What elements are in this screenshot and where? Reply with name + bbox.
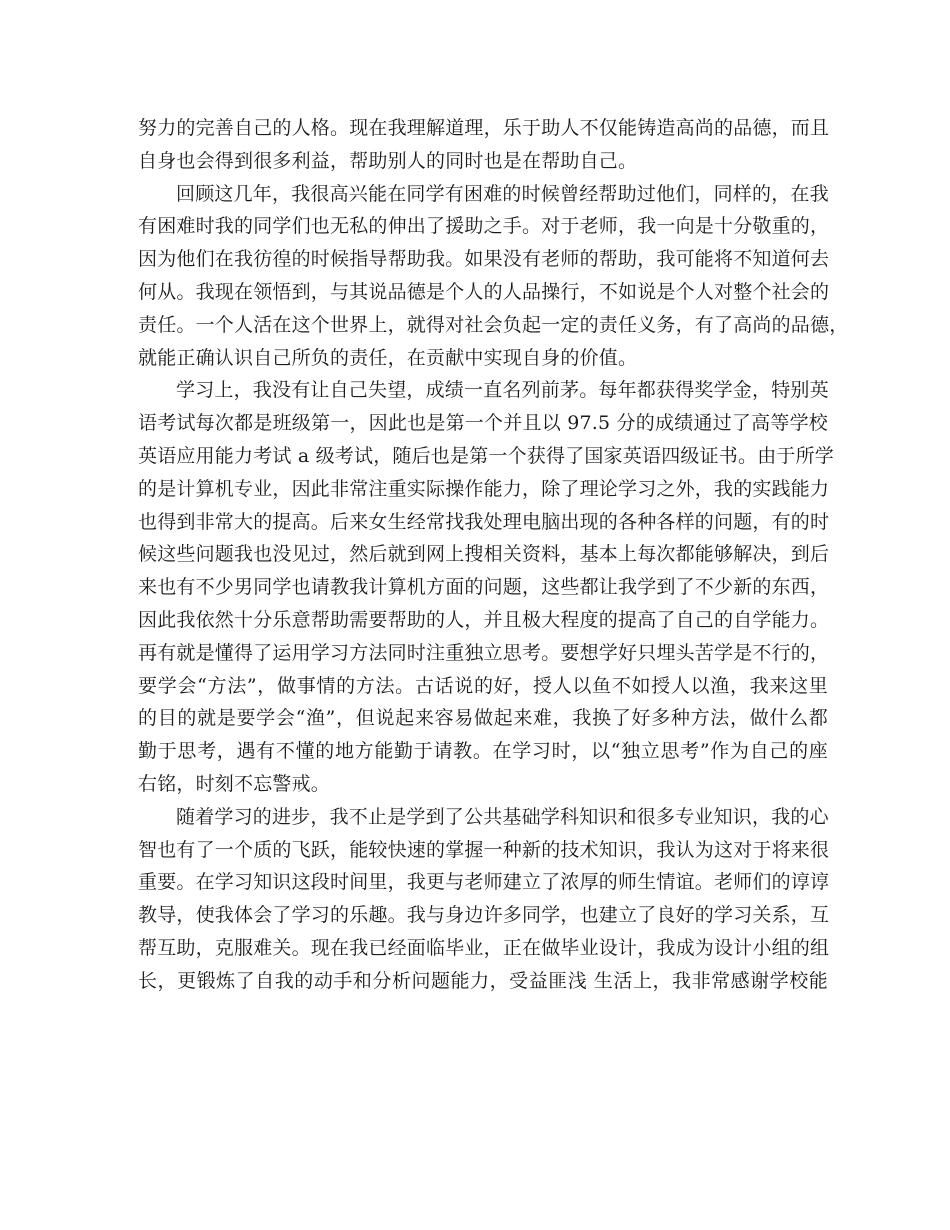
text-line: 要学会“方法”，做事情的方法。古话说的好，授人以鱼不如授人以渔，我来这里 bbox=[138, 674, 828, 697]
text-line: 重要。在学习知识这段时间里，我更与老师建立了浓厚的师生情谊。老师们的谆谆 bbox=[138, 871, 830, 894]
text-line: 语考试每次都是班级第一，因此也是第一个并且以 97.5 分的成绩通过了高等学校 bbox=[138, 412, 828, 435]
text-line: 的目的就是要学会“渔”，但说起来容易做起来难，我换了好多种方法，做什么都 bbox=[138, 707, 828, 730]
text-line: 候这些问题我也没见过，然后就到网上搜相关资料，基本上每次都能够解决，到后 bbox=[138, 543, 830, 566]
paragraph-1 bbox=[138, 112, 828, 178]
paragraph-3 bbox=[138, 374, 835, 800]
text-line: 何从。我现在领悟到，与其说品德是个人的人品操行，不如说是个人对整个社会的 bbox=[138, 280, 830, 303]
text-line: 也得到非常大的提高。后来女生经常找我处理电脑出现的各种各样的问题，有的时 bbox=[138, 510, 830, 533]
paragraph-2 bbox=[138, 178, 849, 375]
text-line: 有困难时我的同学们也无私的伸出了援助之手。对于老师，我一向是十分敬重的， bbox=[138, 215, 830, 238]
text-line: 因为他们在我彷徨的时候指导帮助我。如果没有老师的帮助，我可能将不知道何去 bbox=[138, 248, 830, 271]
text-line: 回顾这几年，我很高兴能在同学有困难的时候曾经帮助过他们，同样的，在我 bbox=[176, 182, 829, 205]
text-line: 勤于思考，遇有不懂的地方能勤于请教。在学习时，以“独立思考”作为自己的座 bbox=[138, 740, 828, 763]
text-line: 帮互助，克服难关。现在我已经面临毕业，正在做毕业设计，我成为设计小组的组 bbox=[138, 936, 830, 959]
paragraph-4 bbox=[138, 801, 828, 998]
text-line: 学习上，我没有让自己失望，成绩一直名列前茅。每年都获得奖学金，特别英 bbox=[176, 379, 829, 402]
text-line: 自身也会得到很多利益，帮助别人的同时也是在帮助自己。 bbox=[138, 149, 638, 172]
text-line: 就能正确认识自己所负的责任，在贡献中实现自身的价值。 bbox=[138, 346, 638, 369]
text-line: 努力的完善自己的人格。现在我理解道理，乐于助人不仅能铸造高尚的品德，而且 bbox=[138, 117, 830, 139]
text-line: 英语应用能力考试 a 级考试，随后也是第一个获得了国家英语四级证书。由于所学 bbox=[138, 444, 835, 467]
text-line: 因此我依然十分乐意帮助需要帮助的人，并且极大程度的提高了自己的自学能力。 bbox=[138, 608, 830, 631]
text-line: 智也有了一个质的飞跃，能较快速的掌握一种新的技术知识，我认为这对于将来很 bbox=[138, 838, 830, 861]
document-body bbox=[138, 112, 849, 998]
text-line: 责任。一个人活在这个世界上，就得对社会负起一定的责任义务，有了高尚的品德， bbox=[138, 313, 849, 336]
text-line: 随着学习的进步，我不止是学到了公共基础学科知识和很多专业知识，我的心 bbox=[176, 805, 829, 828]
text-line: 的是计算机专业，因此非常注重实际操作能力，除了理论学习之外，我的实践能力 bbox=[138, 477, 830, 500]
text-line: 再有就是懂得了运用学习方法同时注重独立思考。要想学好只埋头苦学是不行的， bbox=[138, 641, 830, 664]
text-line: 长，更锻炼了自我的动手和分析问题能力，受益匪浅 生活上，我非常感谢学校能 bbox=[138, 969, 828, 992]
text-line: 教导，使我体会了学习的乐趣。我与身边许多同学，也建立了良好的学习关系，互 bbox=[138, 904, 830, 927]
text-line: 来也有不少男同学也请教我计算机方面的问题，这些都让我学到了不少新的东西， bbox=[138, 576, 830, 599]
text-line: 右铭，时刻不忘警戒。 bbox=[138, 772, 331, 795]
